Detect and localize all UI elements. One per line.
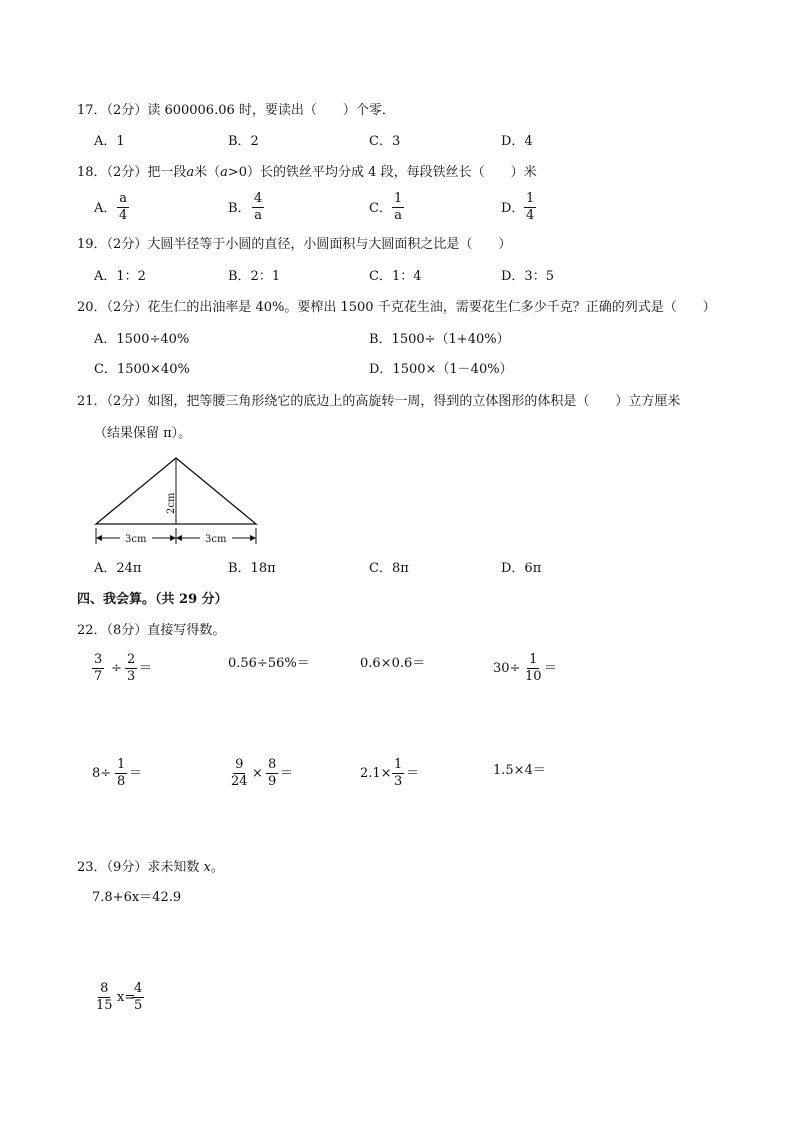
- q21-stem-line1: 21．（2分）如图，把等腰三角形绕它的底边上的高旋转一周，得到的立体图形的体积是（ ）立方厘米: [77, 394, 681, 409]
- arrow-mid-left: [170, 535, 176, 541]
- q21-option-d: D．6π: [501, 561, 542, 576]
- q22-r2-e1-pre: 8÷: [92, 766, 112, 781]
- q23-eq2-frac2: $\frac{4}{5}$: [134, 981, 143, 1013]
- q22-r1-e2: 0.56÷56%＝: [228, 656, 310, 671]
- q22-r2-e2-op: ×: [252, 766, 263, 781]
- q18-stem: 18．（2分）把一段a米（a>0）长的铁丝平均分成 4 段，每段铁丝长（ ）米: [77, 165, 537, 180]
- height-label: 2cm: [166, 492, 177, 514]
- q22-r2-e2-eq: ＝: [280, 766, 294, 781]
- q22-r1-e1-op: ÷: [111, 661, 122, 676]
- q19-option-a: A．1：2: [94, 269, 146, 284]
- q18-option-d-letter: D．: [501, 201, 525, 216]
- q20-option-c: C．1500×40%: [94, 362, 190, 377]
- q22-r1-e4-eq: ＝: [544, 661, 558, 676]
- q18-option-a-fraction: $\frac{a}{4}$: [119, 191, 128, 223]
- q22-r2-e1-eq: ＝: [129, 766, 143, 781]
- q18-option-b-letter: B．: [228, 201, 251, 216]
- left-base-label: 3cm: [125, 534, 147, 545]
- q23-eq2-frac1: $\frac{8}{15}$: [96, 981, 113, 1013]
- q20-option-a: A．1500÷40%: [94, 332, 190, 347]
- q19-stem: 19．（2分）大圆半径等于小圆的直径，小圆面积与大圆面积之比是（ ）: [77, 237, 512, 252]
- q17-option-b: B．2: [228, 134, 259, 149]
- q20-option-b: B．1500÷（1+40%）: [369, 332, 510, 347]
- q21-option-a: A．24π: [94, 561, 142, 576]
- q23-equation-1: 7.8+6x＝42.9: [92, 890, 182, 905]
- q22-r2-e4: 1.5×4＝: [493, 763, 546, 778]
- q22-r1-e1-eq: ＝: [139, 661, 153, 676]
- q18-option-b-fraction: $\frac{4}{a}$: [254, 191, 263, 223]
- q20-stem: 20．（2分）花生仁的出油率是 40%。要榨出 1500 千克花生油，需要花生仁多少千克？正确的列式是（ ）: [77, 300, 716, 315]
- q22-r2-e3-frac: $\frac{1}{3}$: [394, 757, 403, 789]
- q19-option-b: B．2：1: [228, 269, 281, 284]
- q21-stem-line2: （结果保留 π）。: [94, 426, 192, 441]
- q17-option-c: C．3: [369, 134, 401, 149]
- q22-r2-e1-frac: $\frac{1}{8}$: [117, 757, 126, 789]
- q17-option-a: A．1: [94, 134, 125, 149]
- q17-option-d: D．4: [501, 134, 533, 149]
- q22-r1-e4-frac: $\frac{1}{10}$: [525, 652, 542, 684]
- q22-r2-e2-frac1: $\frac{9}{24}$: [231, 757, 248, 789]
- q22-r1-e1-frac2: $\frac{2}{3}$: [127, 652, 136, 684]
- q23-stem: 23．（9分）求未知数 x。: [77, 860, 224, 875]
- q21-triangle-figure: [88, 452, 268, 547]
- q22-stem: 22．（8分）直接写得数。: [77, 623, 226, 638]
- q18-option-c-letter: C．: [369, 201, 392, 216]
- q18-option-a-letter: A．: [94, 201, 117, 216]
- q18-option-c-fraction: $\frac{1}{a}$: [394, 191, 403, 223]
- arrow-left: [96, 535, 102, 541]
- arrow-mid-right: [176, 535, 182, 541]
- q21-option-c: C．8π: [369, 561, 409, 576]
- right-base-label: 3cm: [205, 534, 227, 545]
- q22-r2-e3-eq: ＝: [406, 766, 420, 781]
- q17-stem: 17．（2分）读 600006.06 时，要读出（ ）个零．: [77, 103, 395, 118]
- q22-r2-e2-frac2: $\frac{8}{9}$: [268, 757, 277, 789]
- q22-r1-e4-pre: 30÷: [493, 661, 521, 676]
- q18-option-d-fraction: $\frac{1}{4}$: [526, 191, 535, 223]
- q19-option-c: C．1：4: [369, 269, 422, 284]
- q20-option-d: D．1500×（1－40%）: [369, 362, 513, 377]
- section-4-title: 四、我会算。（共 29 分）: [77, 592, 228, 607]
- q22-r1-e1-frac1: $\frac{3}{7}$: [94, 652, 103, 684]
- q23-eq2-mid: x=: [117, 990, 136, 1005]
- q22-r2-e3-pre: 2.1×: [360, 766, 392, 781]
- q19-option-d: D．3：5: [501, 269, 554, 284]
- q21-option-b: B．18π: [228, 561, 276, 576]
- q22-r1-e3: 0.6×0.6＝: [360, 656, 426, 671]
- arrow-right: [250, 535, 256, 541]
